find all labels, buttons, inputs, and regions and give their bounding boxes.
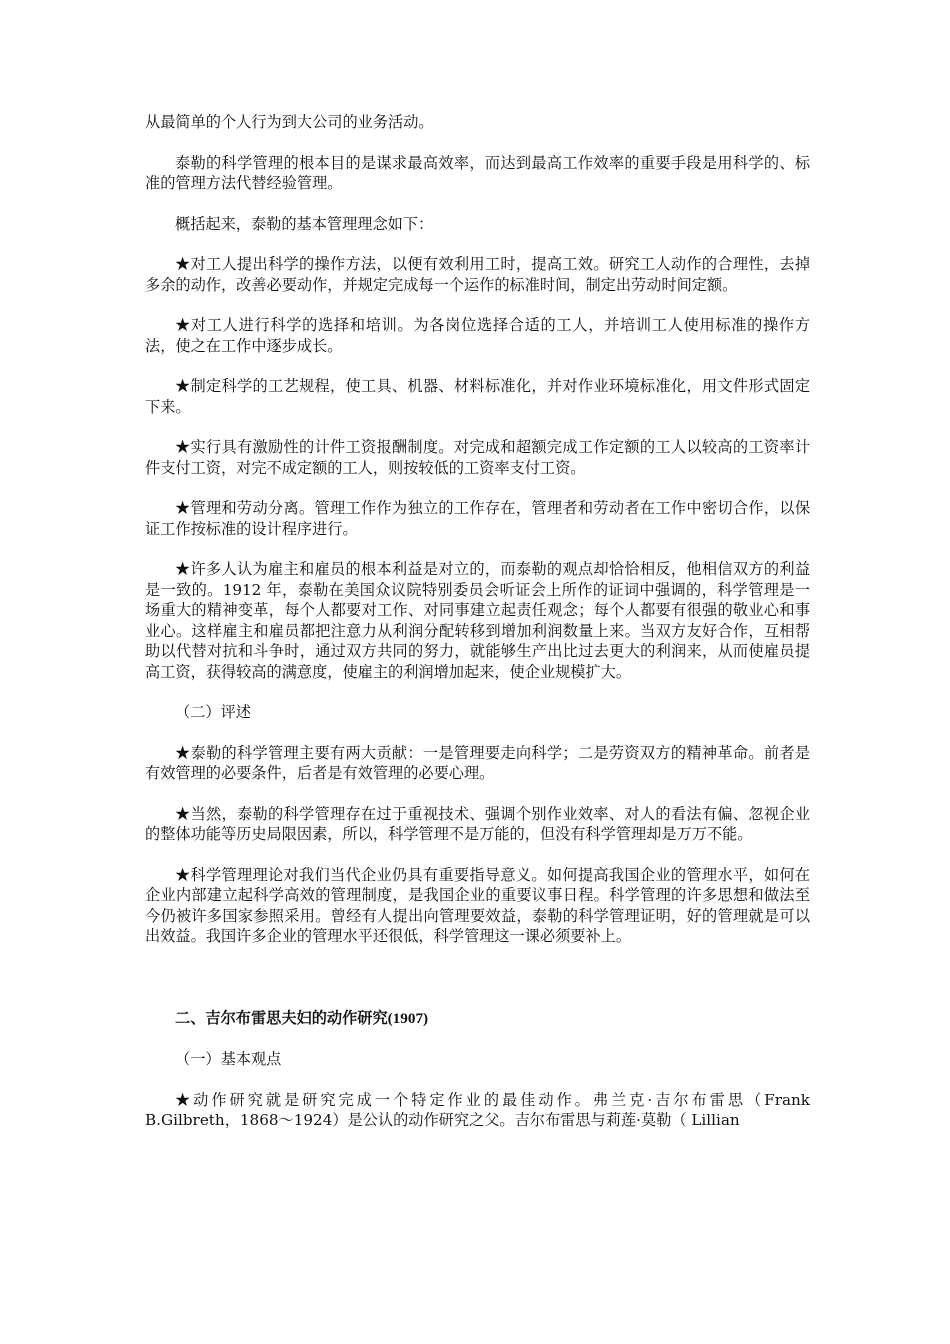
paragraph-summary-intro: 概括起来，泰勒的基本管理理念如下：: [175, 214, 434, 233]
bullet-process-standards: ★制定科学的工艺规程，使工具、机器、材料标准化，并对作业环境标准化，用文件形式固定下来。: [145, 377, 810, 416]
bullet-limitations: ★当然，泰勒的科学管理存在过于重视技术、强调个别作业效率、对人的看法有偏、忽视企业的整体功能等历史局限因素，所以，科学管理不是万能的，但没有科学管理却是万万不能。: [145, 804, 810, 843]
document-page: [145, 112, 810, 1151]
bullet-modern-significance: ★科学管理理论对我们当代企业仍具有重要指导意义。如何提高我国企业的管理水平，如何在企业内部建立起科学高效的管理制度，是我国企业的重要议事日程。科学管理的许多思想和做法至今仍被许多国家参照采用。曾经有人提出向管理要效益，泰勒的科学管理证明，好的管理就是可以出效益。我国许多企业的管理水平还很低，科学管理这一课必须要补上。: [145, 865, 810, 945]
subheading-review: （二）评述: [175, 703, 251, 721]
bullet-worker-training: ★对工人进行科学的选择和培训。为各岗位选择合适的工人，并培训工人使用标准的操作方法，使之在工作中逐步成长。: [145, 316, 810, 355]
subheading-basic-views: （一）基本观点: [175, 1050, 282, 1068]
bullet-two-contributions: ★泰勒的科学管理主要有两大贡献：一是管理要走向科学；二是劳资双方的精神革命。前者是有效管理的必要条件，后者是有效管理的必要心理。: [145, 743, 810, 782]
bullet-piece-rate-wage: ★实行具有激励性的计件工资报酬制度。对完成和超额完成工作定额的工人以较高的工资率计件支付工资，对完不成定额的工人，则按较低的工资率支付工资。: [145, 438, 810, 477]
section-heading-gilbreth: 二、吉尔布雷思夫妇的动作研究(1907): [175, 1009, 429, 1027]
section-spacer: [145, 967, 810, 1009]
paragraph-continuation: 从最简单的个人行为到大公司的业务活动。: [145, 113, 434, 131]
bullet-operation-method: ★对工人提出科学的操作方法，以便有效利用工时，提高工效。研究工人动作的合理性，去掉多余的动作，改善必要动作，并规定完成每一个运作的标准时间，制定出劳动时间定额。: [145, 255, 810, 294]
bullet-mental-revolution: ★许多人认为雇主和雇员的根本利益是对立的，而泰勒的观点却恰恰相反，他相信双方的利益是一致的。1912 年，泰勒在美国众议院特别委员会听证会上所作的证词中强调的，科学管理是一场重大的精神变革，每个人都要对工作、对同事建立起责任观念；每个人都要有很强的敬业心和事业心。这样雇主和雇员都把注意力从利润分配转移到增加利润数量上来。当双方友好合作，互相帮助以代替对抗和斗争时，通过双方共同的努力，就能够生产出比过去更大的利润来，从而使雇员提高工资，获得较高的满意度，使雇主的利润增加起来，使企业规模扩大。: [145, 560, 810, 681]
paragraph-purpose: 泰勒的科学管理的根本目的是谋求最高效率，而达到最高工作效率的重要手段是用科学的、标准的管理方法代替经验管理。: [145, 153, 810, 192]
bullet-management-separation: ★管理和劳动分离。管理工作作为独立的工作存在，管理者和劳动者在工作中密切合作，以保证工作按标准的设计程序进行。: [145, 499, 810, 538]
bullet-motion-study: ★动作研究就是研究完成一个特定作业的最佳动作。弗兰克·吉尔布雷思（Frank B.Gilbreth，1868～1924）是公认的动作研究之父。吉尔布雷思与莉莲·莫勒（ Lillian: [145, 1090, 810, 1129]
